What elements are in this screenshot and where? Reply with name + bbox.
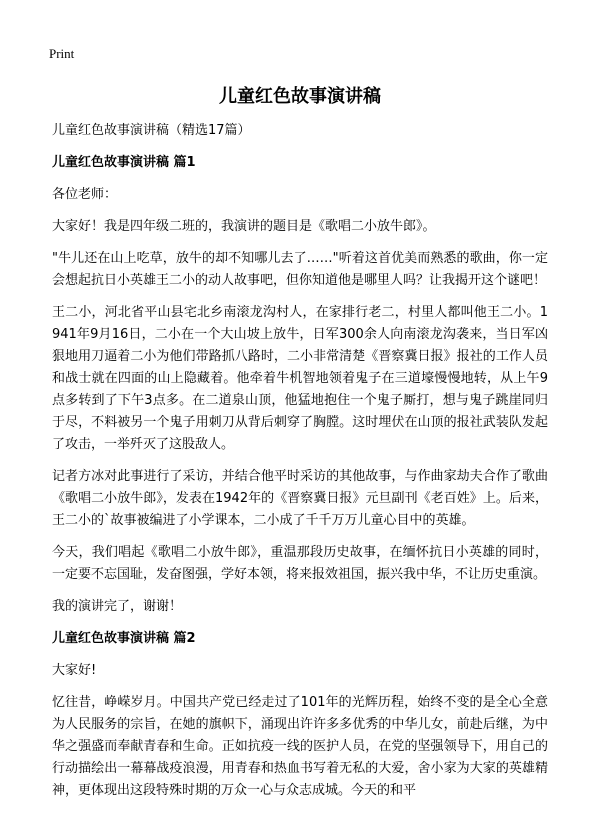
paragraph: 我的演讲完了，谢谢！: [52, 599, 183, 614]
paragraph: 记者方冰对此事进行了采访，并结合他平时采访的其他故事，与作曲家劫夫合作了歌曲《歌唱二小放牛郎》，发表在1942年的《晋察冀日报》元旦副刊《老百姓》上。后来，王二小的`故事被编进了小学课本，二小成了千千万万儿童心目中的英雄。: [52, 469, 548, 528]
paragraph: 忆往昔，峥嵘岁月。中国共产党已经走过了101年的光辉历程，始终不变的是全心全意为人民服务的宗旨，在她的旗帜下，涌现出许许多多优秀的中华儿女，前赴后继，为中华之强盛而奉献青春和生命。正如抗疫一线的医护人员，在党的坚强领导下，用自己的行动描绘出一幕幕战疫浪漫，用青春和热血书写着无私的大爱，舍小家为大家的英雄精神，更体现出这段特殊时期的万众一心与众志成城。今天的和平: [52, 695, 548, 798]
document-body: [52, 120, 548, 812]
print-link[interactable]: Print: [49, 46, 75, 61]
section-heading: 儿童红色故事演讲稿 篇1: [52, 155, 196, 170]
paragraph: "牛儿还在山上吃草，放牛的却不知哪儿去了……"听着这首优美而熟悉的歌曲，你一定会想起抗日小英雄王二小的动人故事吧，但你知道他是哪里人吗？让我揭开这个谜吧！: [52, 251, 548, 288]
paragraph: 今天，我们唱起《歌唱二小放牛郎》，重温那段历史故事，在缅怀抗日小英雄的同时，一定要不忘国耻，发奋图强，学好本领，将来报效祖国，振兴我中华，不让历史重演。: [52, 545, 548, 582]
page-title: 儿童红色故事演讲稿: [219, 86, 381, 107]
paragraph: 各位老师：: [52, 187, 118, 202]
paragraph: 大家好！我是四年级二班的，我演讲的题目是《歌唱二小放牛郎》。: [52, 219, 436, 234]
section-heading: 儿童红色故事演讲稿 篇2: [52, 631, 196, 646]
paragraph: 王二小，河北省平山县宅北乡南滚龙沟村人，在家排行老二，村里人都叫他王二小。1941年9月16日，二小在一个大山坡上放牛，日军300余人向南滚龙沟袭来，当日军凶狠地用刀逼着二小为他们带路抓八路时，二小非常清楚《晋察冀日报》报社的工作人员和战士就在四面的山上隐藏着。他牵着牛机智地领着鬼子在三道壕慢慢地转，从上午9点多转到了下午3点多。在二道泉山顶，他猛地抱住一个鬼子厮打，想与鬼子跳崖同归于尽，不料被另一个鬼子用刺刀从背后刺穿了胸膛。这时埋伏在山顶的报社武装队发起了攻击，一举歼灭了这股敌人。: [52, 305, 548, 452]
document-subtitle: 儿童红色故事演讲稿（精选17篇）: [52, 123, 251, 138]
paragraph: 大家好!: [52, 663, 97, 678]
